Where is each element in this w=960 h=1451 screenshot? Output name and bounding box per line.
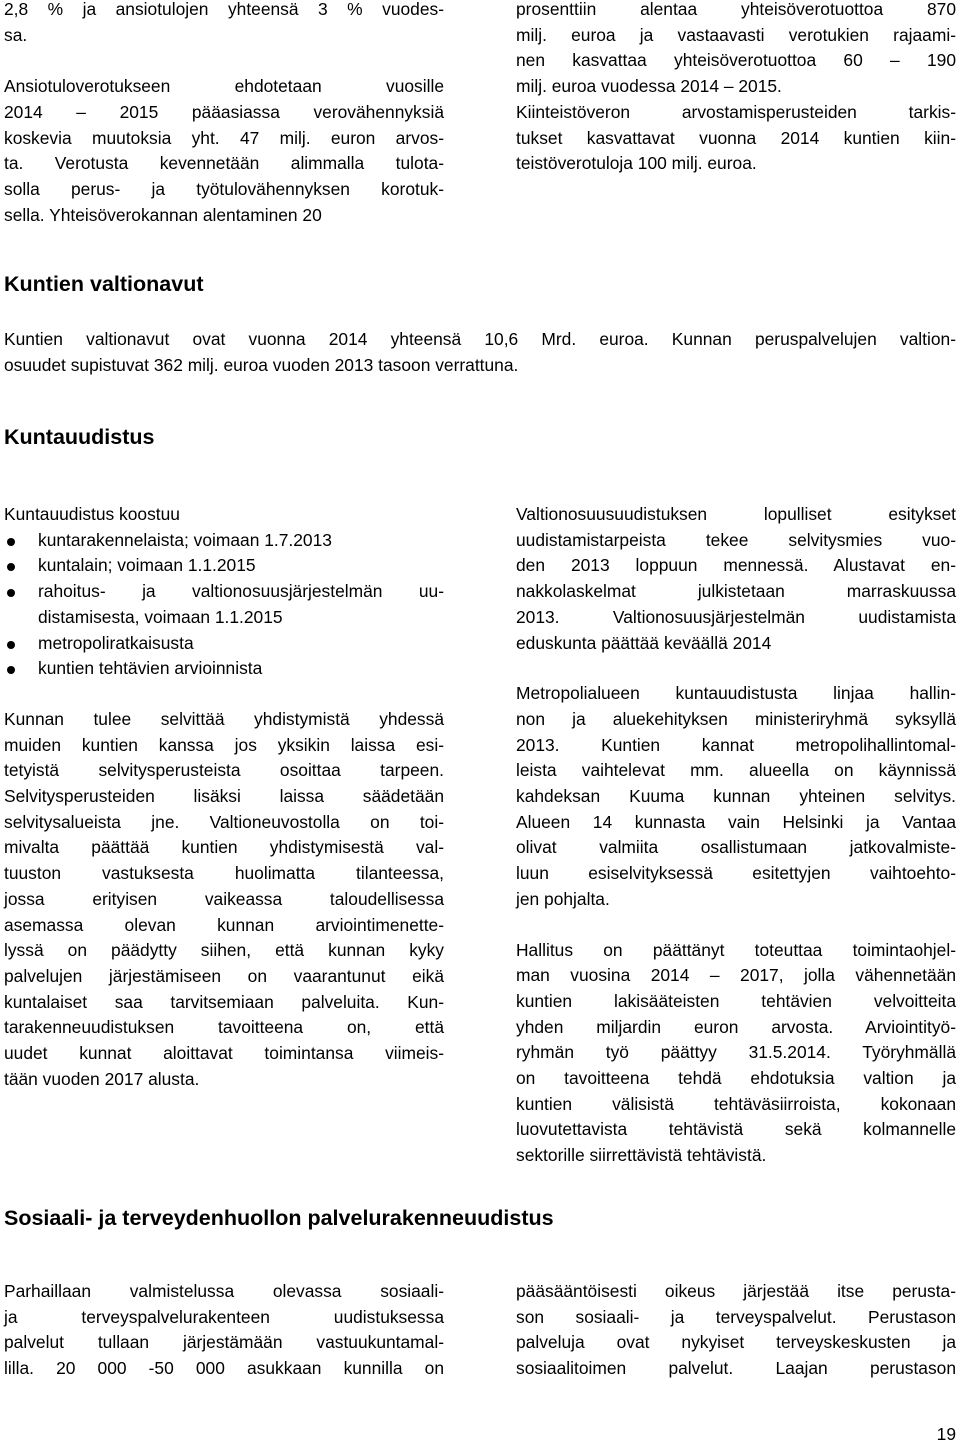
text-line: milj. euroa ja vastaavasti verotukien rajaami-	[516, 24, 956, 45]
kuntauudistus-bullet-list	[4, 528, 444, 682]
text-line: Kiinteistöveron arvostamisperusteiden tarkis-	[516, 101, 956, 122]
text-line: prosenttiin alentaa yhteisöverotuottoa 870	[516, 0, 956, 19]
text-line: on tavoitteena tehdä ehdotuksia valtion ja	[516, 1068, 956, 1089]
text-line: lilla. 20 000 -50 000 asukkaan kunnilla on	[4, 1358, 444, 1379]
bullet-text: kuntalain; voimaan 1.1.2015	[38, 555, 256, 576]
kuntauudistus-right-paragraph-3	[516, 938, 956, 1169]
text-line: koskevia muutoksia yht. 47 milj. euron arvos-	[4, 127, 444, 148]
text-line: tuuston vastuksesta huolimatta tilanteessa,	[4, 863, 444, 884]
text-line: tarakenneuudistuksen tavoitteena on, että	[4, 1017, 444, 1038]
text-line: 2,8 % ja ansiotulojen yhteensä 3 % vuodes-	[4, 0, 444, 19]
text-line: 2013. Kuntien kannat metropolihallintomal-	[516, 734, 956, 755]
text-line: Alueen 14 kunnasta vain Helsinki ja Vantaa	[516, 811, 956, 832]
text-line: luovutettavista tehtävistä sekä kolmannelle	[516, 1119, 956, 1140]
text-line: Selvitysperusteiden lisäksi laissa säädetään	[4, 786, 444, 807]
text-line: son sosiaali- ja terveyspalvelut. Perustason	[516, 1306, 956, 1327]
text-line: eduskunta päättää keväällä 2014	[516, 632, 772, 653]
text-line: luun esiselvityksessä esitettyjen vaihtoehto-	[516, 863, 956, 884]
top-left-column	[4, 0, 444, 228]
text-line: jen pohjalta.	[516, 888, 610, 909]
bullet-text: kuntien tehtävien arvioinnista	[38, 658, 263, 679]
text-line: man vuosina 2014 – 2017, jolla vähennetään	[516, 965, 956, 986]
text-line: non ja aluekehityksen ministeriryhmä syksyllä	[516, 708, 956, 729]
text-line: uudistamistarpeista tekee selvitysmies vuo-	[516, 529, 956, 550]
text-line	[4, 48, 444, 74]
text-line: Kunnan tulee selvittää yhdistymistä yhdessä	[4, 708, 444, 729]
sote-left-text	[4, 1279, 444, 1382]
text-line: leista vaihtelevat mm. alueella on käynnissä	[516, 760, 956, 781]
text-line: yhden miljardin euron arvosta. Arviointityö-	[516, 1016, 956, 1037]
valtionavut-paragraph	[4, 327, 956, 378]
text-line: pääsääntöisesti oikeus järjestää itse perusta-	[516, 1281, 956, 1301]
text-line: sa.	[4, 24, 28, 45]
text-line: tetyistä selvitysperusteista osoittaa tarpeen.	[4, 760, 444, 781]
text-line: mivalta päättää kuntien yhdistymisestä val-	[4, 837, 444, 858]
kuntauudistus-right-paragraph-2	[516, 681, 956, 912]
bullet-text: kuntarakennelaista; voimaan 1.7.2013	[38, 529, 332, 550]
text-line: kuntien lakisääteisten tehtävien velvoitteita	[516, 990, 956, 1011]
text-line: muiden kuntien kanssa jos yksikin laissa esi-	[4, 734, 444, 755]
text-line: ta. Verotusta kevennetään alimmalla tulota-	[4, 153, 444, 174]
sote-right-text	[516, 1279, 956, 1382]
bullet-item	[4, 579, 444, 630]
bullet-item	[4, 656, 444, 682]
text-line: kuntien välisistä tehtäväsiirroista, kokonaan	[516, 1093, 956, 1114]
text-line: sosiaalitoimen palvelut. Laajan perustason	[516, 1358, 956, 1379]
kuntauudistus-right-paragraph-1	[516, 502, 956, 656]
text-line: palvelujen järjestämiseen on vaarantunut eikä	[4, 965, 444, 986]
text-line: palveluja ovat nykyiset terveyskeskusten ja	[516, 1332, 956, 1353]
text-line: uudet kunnat aloittavat toimintansa viimeis-	[4, 1043, 444, 1064]
text-line: palvelut tullaan järjestämään vastuukuntamal-	[4, 1332, 444, 1353]
text-line: kahdeksan Kuuma kunnan yhteinen selvitys.	[516, 786, 956, 807]
section-heading-valtionavut: Kuntien valtionavut	[4, 272, 204, 296]
text-line: teistöverotuloja 100 milj. euroa.	[516, 153, 757, 174]
text-line: tukset kasvattavat vuonna 2014 kuntien kiin-	[516, 127, 956, 148]
text-line: tään vuoden 2017 alusta.	[4, 1068, 200, 1089]
bullet-item	[4, 631, 444, 657]
text-line: Kuntien valtionavut ovat vuonna 2014 yhteensä 10,6 Mrd. euroa. Kunnan peruspalvelujen valtion-	[4, 329, 956, 349]
text-line: den 2013 loppuun mennessä. Alustavat en-	[516, 555, 956, 576]
text-line: sektorille siirrettävistä tehtävistä.	[516, 1145, 767, 1166]
text-line: lyssä on päädytty siihen, että kunnan kyky	[4, 940, 444, 961]
text-line: selvitysalueista jne. Valtioneuvostolla on toi-	[4, 811, 444, 832]
text-line: solla perus- ja työtulovähennyksen korotuk-	[4, 178, 444, 199]
text-line: asemassa olevan kunnan arviointimenette-	[4, 914, 444, 935]
text-line: kuntalaiset saa tarvitsemiaan palveluita. Kun-	[4, 991, 444, 1012]
text-line: Parhaillaan valmistelussa olevassa sosiaali-	[4, 1281, 444, 1301]
text-line: Hallitus on päättänyt toteuttaa toimintaohjel-	[516, 939, 956, 960]
section-heading-kuntauudistus: Kuntauudistus	[4, 425, 155, 449]
text-line: milj. euroa vuodessa 2014 – 2015.	[516, 76, 782, 97]
text-line: nakkolaskelmat julkistetaan marraskuussa	[516, 581, 956, 602]
top-right-column	[516, 0, 956, 177]
section-heading-sote: Sosiaali- ja terveydenhuollon palvelurakenneuudistus	[4, 1206, 554, 1230]
bullet-item	[4, 553, 444, 579]
text-line: nen kasvattaa yhteisöverotuottoa 60 – 190	[516, 50, 956, 71]
kuntauudistus-right-column	[516, 502, 956, 1169]
kuntauudistus-left-paragraph	[4, 707, 444, 1093]
text-line: Metropolialueen kuntauudistusta linjaa hallin-	[516, 683, 956, 704]
kuntauudistus-left-column	[4, 502, 444, 1092]
text-line: 2013. Valtionosuusjärjestelmän uudistamista	[516, 606, 956, 627]
text-line: jossa erityisen vaikeassa taloudellisessa	[4, 888, 444, 909]
text-line: Ansiotuloverotukseen ehdotetaan vuosille	[4, 76, 444, 97]
bullet-text: metropoliratkaisusta	[38, 632, 194, 653]
page-number: 19	[936, 1424, 956, 1444]
text-line: ryhmän työ päättyy 31.5.2014. Työryhmällä	[516, 1042, 956, 1063]
text-line: osuudet supistuvat 362 milj. euroa vuoden 2013 tasoon verrattuna.	[4, 354, 519, 375]
text-line: sella. Yhteisöverokannan alentaminen 20	[4, 204, 322, 225]
bullet-text: rahoitus- ja valtionosuusjärjestelmän uu-	[38, 581, 444, 602]
kuntauudistus-intro: Kuntauudistus koostuu	[4, 504, 180, 524]
bullet-item	[4, 528, 444, 554]
text-line: olivat valmiita osallistumaan jatkovalmiste-	[516, 837, 956, 858]
text-line: Valtionosuusuudistuksen lopulliset esitykset	[516, 504, 956, 524]
text-line: ja terveyspalvelurakenteen uudistuksessa	[4, 1306, 444, 1327]
text-line: 2014 – 2015 pääasiassa verovähennyksiä	[4, 101, 444, 122]
bullet-text: distamisesta, voimaan 1.1.2015	[38, 606, 283, 627]
